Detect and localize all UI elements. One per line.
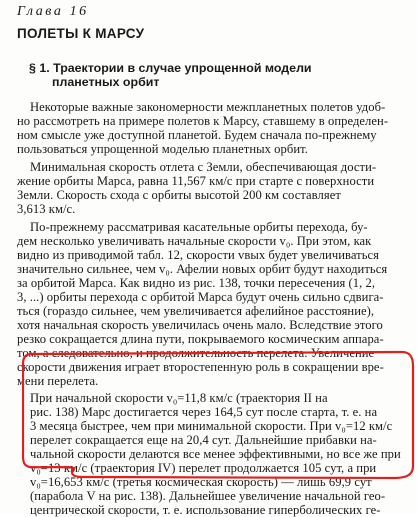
text-line: перелет сокращается еще на 20,4 сут. Дальнейшие прибавки на- bbox=[30, 433, 377, 447]
text-line: центрической скорости, т. е. использование гиперболических ге- bbox=[30, 503, 381, 517]
text-line: рис. 138) Марс достигается через 164,5 сут после старта, т. е. на bbox=[30, 405, 378, 419]
text-line: 3 месяца быстрее, чем при минимальной скорости. При v₀=12 км/с bbox=[30, 419, 393, 433]
text-line: значительно сильнее, чем v₀. Афелии новых орбит будут находиться bbox=[17, 262, 388, 276]
text-line: По-прежнему рассматривая касательные орбиты перехода, бу- bbox=[30, 220, 368, 234]
text-line: Земли. Скорость схода с орбиты высотой 200 км составляет bbox=[17, 188, 341, 202]
text-line: резко сокращается длина пути, покрываемого космическим аппара- bbox=[17, 332, 384, 346]
text-line: дем несколько увеличивать начальные скорости v₀. При этом, как bbox=[17, 234, 372, 248]
text-line: чальной скорости делаются все менее эффективными, но все же при bbox=[30, 447, 401, 461]
section-heading-line-2: планетных орбит bbox=[52, 75, 160, 89]
text-line: хотя начальная скорость увеличилась очень мало. Вследствие этого bbox=[17, 318, 383, 332]
text-line: скорости движения играет второстепенную роль в сокращении вре- bbox=[17, 360, 384, 374]
text-line: Некоторые важные закономерности межпланетных полетов удоб- bbox=[30, 100, 386, 114]
text-line: При начальной скорости v₀=11,8 км/с (траектория II на bbox=[30, 391, 328, 405]
text-line: видно из приводимой табл. 12, скорости vвых будет увеличиваться bbox=[17, 248, 379, 262]
text-line: v₀=16,653 км/с (третья космическая скорость) — лишь 69,9 сут bbox=[30, 475, 372, 489]
text-line: ном смысле уже доступной планетой. Будем сначала по-прежнему bbox=[17, 128, 377, 142]
chapter-title: ПОЛЕТЫ К МАРСУ bbox=[17, 26, 145, 41]
text-line: 3, ...) орбиты перехода с орбитой Марса будут очень сильно сдвига- bbox=[17, 290, 384, 304]
text-line: за орбитой Марса. Как видно из рис. 138, точки пересечения (1, 2, bbox=[17, 276, 376, 290]
text-line: 3,613 км/с. bbox=[17, 202, 76, 216]
text-line: Минимальная скорость отлета с Земли, обеспечивающая дости- bbox=[30, 160, 377, 174]
text-line: том, а следовательно, и продолжительность перелета. Увеличение bbox=[17, 346, 375, 360]
text-line: мени перелета. bbox=[17, 374, 99, 388]
text-line: v₀=13 км/с (траектория IV) перелет продолжается 105 сут, а при bbox=[30, 461, 377, 475]
chapter-heading: Глава 16 bbox=[17, 4, 89, 19]
text-line: пользоваться упрощенной моделью планетных орбит. bbox=[17, 142, 308, 156]
section-heading-line-1: § 1. Траектории в случае упрощенной модели bbox=[29, 61, 312, 75]
text-line: (парабола V на рис. 138). Дальнейшее увеличение начальной гео- bbox=[30, 489, 386, 503]
text-line: но рассмотреть на примере полетов к Марсу, ставшему в определен- bbox=[17, 114, 389, 128]
text-line: ться (гораздо сильнее, чем увеличивается афелийное расстояние), bbox=[17, 304, 375, 318]
text-line: жение орбиты Марса, равна 11,567 км/с при старте с поверхности bbox=[17, 174, 375, 188]
